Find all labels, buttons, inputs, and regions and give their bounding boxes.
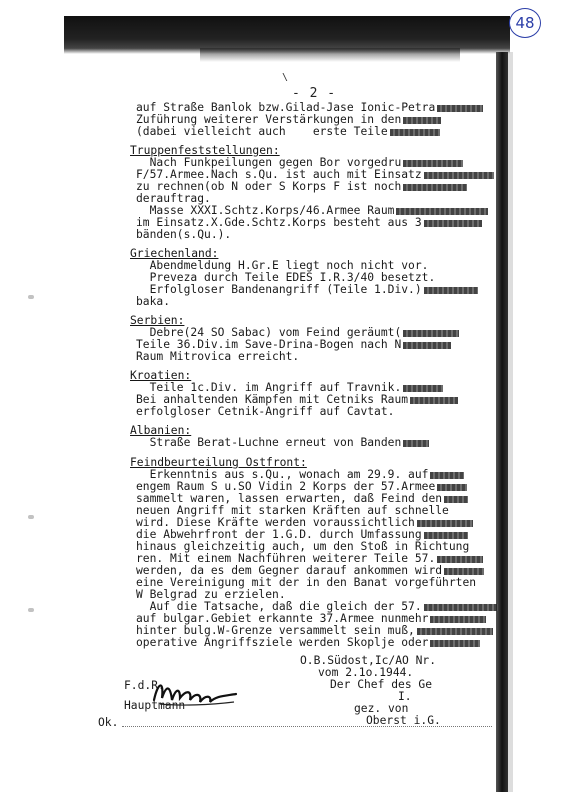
text-line: Erkenntnis aus s.Qu., wonach am 29.9. auf — [136, 469, 464, 481]
text-line: hinter bulg.W-Grenze versammelt sein muß, — [136, 625, 493, 637]
text-line: Zuführung weiterer Verstärkungen in den — [136, 114, 441, 126]
section-heading: Griechenland: — [130, 247, 219, 260]
text-line: Teile 1c.Div. im Angriff auf Travnik. — [136, 382, 443, 394]
dotted-rule — [122, 726, 492, 727]
closing-fdr: F.d.R. — [124, 679, 165, 692]
text-line: sammelt waren, lassen erwarten, daß Feind den — [136, 493, 468, 505]
text-line: im Einsatz.X.Gde.Schtz.Korps besteht aus 3 — [136, 217, 482, 229]
closing-line: gez. von — [354, 702, 409, 715]
section-heading: Kroatien: — [130, 369, 192, 382]
punch-mark — [28, 515, 34, 519]
scan-edge-right-highlight — [508, 52, 513, 792]
text-line: Straße Berat-Luchne erneut von Banden — [136, 437, 429, 449]
text-line: ren. Mit einem Nachführen weiterer Teile 57. — [136, 553, 483, 565]
text-line: Preveza durch Teile EDES I.R.3/40 besetzt. — [136, 271, 436, 284]
text-line: wird. Diese Kräfte werden voraussichtlich — [136, 517, 473, 529]
section-heading: Truppenfeststellungen: — [130, 144, 280, 157]
text-line: hinaus gleichzeitig auch, um den Stoß in Richtung — [136, 540, 470, 553]
text-line: erfolgloser Cetnik-Angriff auf Cavtat. — [136, 405, 395, 418]
closing-line: Der Chef des Ge — [330, 678, 433, 691]
archive-number-circle: 48 — [509, 8, 541, 38]
text-line: Abendmeldung H.Gr.E liegt noch nicht vor. — [136, 259, 429, 272]
section-heading: Feindbeurteilung Ostfront: — [130, 456, 307, 469]
handwritten-signature — [150, 676, 240, 710]
punch-mark — [28, 295, 34, 299]
text-line: Auf die Tatsache, daß die gleich der 57. — [136, 601, 498, 613]
text-line: zu rechnen(ob N oder S Korps F ist noch — [136, 181, 467, 193]
text-line: Teile 36.Div.im Save-Drina-Bogen nach N — [136, 339, 451, 351]
text-line: Nach Funkpeilungen gegen Bor vorgedru — [136, 157, 463, 169]
text-line: derauftrag. — [136, 192, 211, 205]
text-line: (dabei vielleicht auch erste Teile — [136, 126, 440, 138]
closing-line: O.B.Südost,Ic/AO Nr. — [300, 654, 437, 667]
section-heading: Albanien: — [130, 424, 192, 437]
text-line: auf Straße Banlok bzw.Gilad-Jase Ionic-Petra — [136, 102, 483, 114]
text-line: F/57.Armee.Nach s.Qu. ist auch mit Einsatz — [136, 169, 494, 181]
closing-line: Oberst i.G. — [366, 714, 441, 727]
text-line: die Abwehrfront der 1.G.D. durch Umfassung — [136, 529, 468, 541]
text-line: Raum Mitrovica erreicht. — [136, 350, 300, 363]
text-line: Debre(24 SO Sabac) vom Feind geräumt( — [136, 327, 459, 339]
closing-rank: Hauptmann — [124, 699, 186, 712]
scan-shadow-fade — [200, 48, 460, 62]
tick-mark: \ — [282, 72, 289, 83]
text-line: Masse XXXI.Schtz.Korps/46.Armee Raum — [136, 205, 488, 217]
page-number: - 2 - — [292, 86, 337, 101]
text-line: operative Angriffsziele werden Skoplje oder — [136, 637, 480, 649]
scan-edge-right — [496, 52, 508, 792]
text-line: baka. — [136, 295, 171, 308]
text-line: engem Raum S u.SO Vidin 2 Korps der 57.Armee — [136, 481, 467, 493]
text-line: Erfolgloser Bandenangriff (Teile 1.Div.) — [136, 284, 478, 296]
text-line: eine Vereinigung mit der in den Banat vorgeführten — [136, 576, 477, 589]
text-line: bänden(s.Qu.). — [136, 228, 232, 241]
punch-mark — [28, 608, 34, 612]
section-heading: Serbien: — [130, 314, 185, 327]
text-line: auf bulgar.Gebiet erkannte 37.Armee nunmehr — [136, 613, 486, 625]
ok-mark: Ok. — [98, 716, 119, 729]
text-line: Bei anhaltenden Kämpfen mit Cetniks Raum — [136, 394, 458, 406]
closing-line: I. — [398, 690, 412, 703]
closing-line: vom 2.1o.1944. — [318, 666, 414, 679]
text-line: neuen Angriff mit starken Kräften auf schnelle — [136, 504, 449, 517]
text-line: werden, da es dem Gegner darauf ankommen wird — [136, 565, 484, 577]
text-line: W Belgrad zu erzielen. — [136, 588, 286, 601]
